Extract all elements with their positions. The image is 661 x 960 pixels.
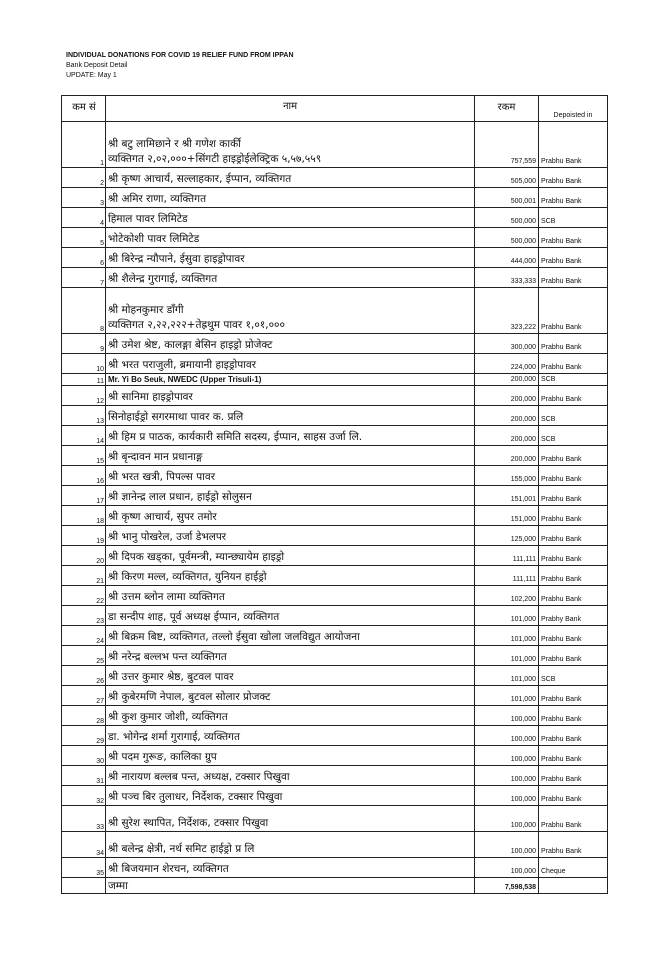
row-bank: Prabhu Bank (539, 354, 608, 374)
row-sn: 2 (62, 168, 106, 188)
row-amount: 500,000 (475, 208, 539, 228)
table-row (62, 766, 608, 786)
row-name-line: श्री मोहनकुमार डाँगी (108, 304, 184, 316)
row-bank: Prabhy Bank (539, 606, 608, 626)
total-row (62, 878, 608, 894)
row-amount: 100,000 (475, 858, 539, 878)
row-name-line: श्री अमिर राणा, व्यक्तिगत (108, 193, 207, 205)
row-name-line: श्री कृष्ण आचार्य, सल्लाहकार, ईप्पान, व्यक्तिगत (108, 173, 292, 185)
row-sn: 23 (62, 606, 106, 626)
row-name (106, 766, 475, 786)
row-sn: 7 (62, 268, 106, 288)
row-sn: 24 (62, 626, 106, 646)
row-name-line: श्री भरत पराजुली, ब्रमायानी हाइड्रोपावर (108, 359, 257, 371)
row-name-line: श्री बटु लामिछाने र श्री गणेश कार्की (108, 138, 241, 150)
row-amount: 757,559 (475, 122, 539, 168)
row-name-line: Mr. Yi Bo Seuk, NWEDC (Upper Trisuli-1) (108, 375, 262, 384)
row-name-line: श्री ज्ञानेन्द्र लाल प्रधान, हाईड्रो सोलुसन (108, 491, 252, 503)
table-row (62, 426, 608, 446)
row-sn: 6 (62, 248, 106, 268)
table-row (62, 626, 608, 646)
table-row (62, 188, 608, 208)
row-bank: Prabhu Bank (539, 626, 608, 646)
row-name-line: श्री बिरेन्द्र न्यौपाने, ईसुवा हाइड्रोपावर (108, 253, 245, 265)
row-name (106, 248, 475, 268)
document-title: INDIVIDUAL DONATIONS FOR COVID 19 RELIEF FUND FROM IPPAN (66, 52, 294, 59)
table-row (62, 466, 608, 486)
table-row (62, 706, 608, 726)
row-bank: Prabhu Bank (539, 686, 608, 706)
row-bank: Prabhu Bank (539, 706, 608, 726)
row-sn: 32 (62, 786, 106, 806)
row-sn: 18 (62, 506, 106, 526)
row-amount: 100,000 (475, 786, 539, 806)
row-name (106, 288, 475, 334)
row-bank: Prabhu Bank (539, 766, 608, 786)
row-name-line: श्री सुरेश स्थापित, निर्देशक, टक्सार पिखुवा (108, 817, 269, 829)
row-bank: Prabhu Bank (539, 228, 608, 248)
row-amount: 200,000 (475, 446, 539, 466)
row-bank: Prabhu Bank (539, 646, 608, 666)
row-sn: 12 (62, 386, 106, 406)
table-header-row (62, 96, 608, 122)
row-bank: SCB (539, 406, 608, 426)
row-sn: 21 (62, 566, 106, 586)
column-header-sn: कम सं (62, 96, 106, 122)
row-sn: 4 (62, 208, 106, 228)
table-row (62, 486, 608, 506)
row-sn: 34 (62, 832, 106, 858)
row-name (106, 706, 475, 726)
row-amount: 300,000 (475, 334, 539, 354)
row-name (106, 526, 475, 546)
row-name (106, 646, 475, 666)
row-bank: SCB (539, 426, 608, 446)
row-sn: 22 (62, 586, 106, 606)
update-date: UPDATE: May 1 (66, 72, 117, 79)
row-bank: Prabhu Bank (539, 746, 608, 766)
table-row (62, 546, 608, 566)
table-row (62, 646, 608, 666)
row-bank: Prabhu Bank (539, 188, 608, 208)
row-sn: 28 (62, 706, 106, 726)
table-row (62, 374, 608, 386)
row-amount: 505,000 (475, 168, 539, 188)
row-amount: 151,001 (475, 486, 539, 506)
row-bank: Prabhu Bank (539, 122, 608, 168)
row-name-line: व्यक्तिगत २,०२,०००+सिंगटी हाइड्रोईलेक्ट्रिक ५,५७,५५९ (108, 153, 322, 165)
row-name-line: डा. भोगेन्द्र शर्मा गुरागाई, व्यक्तिगत (108, 731, 240, 743)
row-name (106, 426, 475, 446)
row-bank: Prabhu Bank (539, 566, 608, 586)
row-name (106, 486, 475, 506)
row-amount: 102,200 (475, 586, 539, 606)
row-name-line: श्री किरण मल्ल, व्यक्तिगत, युनियन हाईड्रो (108, 571, 267, 583)
row-name-line: श्री दिपक खड्का, पूर्वमन्त्री, म्यान्छ्यायेम हाइड्रो (108, 551, 285, 563)
row-sn: 26 (62, 666, 106, 686)
table-row (62, 288, 608, 334)
row-amount: 200,000 (475, 406, 539, 426)
column-header-bank: Depoisted in (539, 96, 608, 122)
row-sn: 17 (62, 486, 106, 506)
row-name-line: श्री उत्तर कुमार श्रेष्ठ, बुटवल पावर (108, 671, 234, 683)
row-name (106, 626, 475, 646)
table-row (62, 746, 608, 766)
total-bank-cell (539, 878, 608, 894)
row-bank: Prabhu Bank (539, 832, 608, 858)
row-amount: 500,001 (475, 188, 539, 208)
row-amount: 333,333 (475, 268, 539, 288)
table-row (62, 406, 608, 426)
row-sn: 19 (62, 526, 106, 546)
row-bank: Prabhu Bank (539, 168, 608, 188)
row-amount: 111,111 (475, 566, 539, 586)
row-sn: 3 (62, 188, 106, 208)
table-row (62, 726, 608, 746)
table-row (62, 506, 608, 526)
row-name-line: श्री नरेन्द्र बल्लभ पन्त व्यक्तिगत (108, 651, 227, 663)
row-name (106, 786, 475, 806)
row-sn: 35 (62, 858, 106, 878)
table-body (62, 122, 608, 878)
row-sn: 20 (62, 546, 106, 566)
table-row (62, 566, 608, 586)
row-sn: 27 (62, 686, 106, 706)
row-sn: 16 (62, 466, 106, 486)
total-amount: 7,598,538 (475, 878, 539, 894)
row-bank: Prabhu Bank (539, 546, 608, 566)
row-amount: 200,000 (475, 426, 539, 446)
row-sn: 1 (62, 122, 106, 168)
row-name-line: डा सन्दीप शाह, पूर्व अध्यक्ष ईप्पान, व्यक्तिगत (108, 611, 280, 623)
row-sn: 9 (62, 334, 106, 354)
row-sn: 10 (62, 354, 106, 374)
row-bank: Prabhu Bank (539, 268, 608, 288)
row-sn: 5 (62, 228, 106, 248)
row-name (106, 686, 475, 706)
row-name (106, 606, 475, 626)
row-name-line: श्री शैलेन्द्र गुरागाई, व्यक्तिगत (108, 273, 218, 285)
row-amount: 125,000 (475, 526, 539, 546)
row-amount: 111,111 (475, 546, 539, 566)
row-sn: 15 (62, 446, 106, 466)
row-name (106, 546, 475, 566)
row-name-line: श्री पदम गुरूङ, कालिका ग्रुप (108, 751, 217, 763)
row-name (106, 406, 475, 426)
row-name-line: श्री भानु पोखरेल, उर्जा डेभलपर (108, 531, 227, 543)
row-sn: 29 (62, 726, 106, 746)
row-amount: 101,000 (475, 626, 539, 646)
row-bank: Prabhu Bank (539, 726, 608, 746)
table-row (62, 386, 608, 406)
row-name (106, 858, 475, 878)
row-amount: 323,222 (475, 288, 539, 334)
row-bank: SCB (539, 208, 608, 228)
row-sn: 8 (62, 288, 106, 334)
row-name (106, 354, 475, 374)
row-name (106, 586, 475, 606)
column-header-amount: रकम (475, 96, 539, 122)
row-name-line: श्री बिजयमान शेरचन, व्यक्तिगत (108, 863, 229, 875)
row-bank: SCB (539, 374, 608, 386)
row-bank: Prabhu Bank (539, 334, 608, 354)
table-row (62, 208, 608, 228)
row-sn: 31 (62, 766, 106, 786)
row-bank: Prabhu Bank (539, 586, 608, 606)
table-row (62, 354, 608, 374)
row-name (106, 188, 475, 208)
row-name-line: श्री सानिमा हाइड्रोपावर (108, 391, 193, 403)
row-bank: Cheque (539, 858, 608, 878)
row-name (106, 832, 475, 858)
row-amount: 100,000 (475, 766, 539, 786)
row-amount: 100,000 (475, 726, 539, 746)
donations-table (61, 95, 608, 894)
row-bank: Prabhu Bank (539, 786, 608, 806)
row-bank: SCB (539, 666, 608, 686)
row-bank: Prabhu Bank (539, 446, 608, 466)
row-bank: Prabhu Bank (539, 506, 608, 526)
column-header-name: नाम (106, 96, 475, 122)
row-amount: 500,000 (475, 228, 539, 248)
row-bank: Prabhu Bank (539, 526, 608, 546)
row-amount: 100,000 (475, 832, 539, 858)
row-name (106, 746, 475, 766)
row-name (106, 268, 475, 288)
table-row (62, 526, 608, 546)
row-name (106, 122, 475, 168)
row-sn: 25 (62, 646, 106, 666)
table-row (62, 666, 608, 686)
row-amount: 200,000 (475, 386, 539, 406)
row-amount: 200,000 (475, 374, 539, 386)
row-bank: Prabhu Bank (539, 486, 608, 506)
row-amount: 151,000 (475, 506, 539, 526)
row-name (106, 334, 475, 354)
row-name-line: श्री हिम प्र पाठक, कार्यकारी समिति सदस्य, ईप्पान, साहस उर्जा लि. (108, 431, 363, 443)
row-name-line: श्री कृष्ण आचार्य, सुपर तमोर (108, 511, 217, 523)
row-amount: 100,000 (475, 806, 539, 832)
document-subtitle: Bank Deposit Detail (66, 62, 128, 69)
row-amount: 101,000 (475, 666, 539, 686)
row-bank: Prabhu Bank (539, 288, 608, 334)
row-sn: 30 (62, 746, 106, 766)
table-row (62, 228, 608, 248)
row-amount: 101,000 (475, 686, 539, 706)
row-name-line: व्यक्तिगत २,२२,२२२+तेह्रथुम पावर १,०१,००० (108, 319, 285, 331)
row-name-line: श्री बलेन्द्र क्षेत्री, नर्थ समिट हाईड्रो प्र लि (108, 843, 255, 855)
table-row (62, 586, 608, 606)
table-row (62, 122, 608, 168)
row-name-line: श्री उमेश श्रेष्ट, कालङ्गा बेसिन हाइड्रो प्रोजेक्ट (108, 339, 273, 351)
row-name-line: श्री कुबेरमणि नेपाल, बुटवल सोलार प्रोजक्ट (108, 691, 271, 703)
row-name (106, 666, 475, 686)
row-name-line: श्री बृन्दावन मान प्रधानाङ्ग (108, 451, 203, 463)
row-amount: 444,000 (475, 248, 539, 268)
row-amount: 100,000 (475, 746, 539, 766)
row-name-line: सिनोहाईड्रो सगरमाथा पावर क. प्रलि (108, 411, 244, 423)
row-amount: 101,000 (475, 646, 539, 666)
row-name-line: श्री भरत खत्री, पिपल्स पावर (108, 471, 216, 483)
row-amount: 101,000 (475, 606, 539, 626)
table-row (62, 832, 608, 858)
row-name (106, 466, 475, 486)
row-name-line: श्री उत्तम ब्लोन लामा व्यक्तिगत (108, 591, 225, 603)
table-row (62, 334, 608, 354)
row-name-line: भोटेकोशी पावर लिमिटेड (108, 233, 200, 245)
table-row (62, 806, 608, 832)
row-sn: 13 (62, 406, 106, 426)
row-bank: Prabhu Bank (539, 806, 608, 832)
table-row (62, 446, 608, 466)
row-name-line: श्री पञ्च बिर तुलाधर, निर्देशक, टक्सार पिखुवा (108, 791, 283, 803)
table-row (62, 268, 608, 288)
row-amount: 224,000 (475, 354, 539, 374)
table-row (62, 858, 608, 878)
row-name (106, 806, 475, 832)
row-name-line: श्री नारायण बल्लब पन्त, अध्यक्ष, टक्सार पिखुवा (108, 771, 290, 783)
row-name (106, 228, 475, 248)
row-bank: Prabhu Bank (539, 386, 608, 406)
row-bank: Prabhu Bank (539, 466, 608, 486)
row-name (106, 208, 475, 228)
row-name-line: हिमाल पावर लिमिटेड (108, 213, 188, 225)
row-name (106, 506, 475, 526)
row-sn: 14 (62, 426, 106, 446)
row-sn: 11 (62, 374, 106, 386)
row-name (106, 566, 475, 586)
row-name (106, 446, 475, 466)
table-row (62, 248, 608, 268)
row-name (106, 726, 475, 746)
total-label: जम्मा (106, 878, 475, 894)
table-row (62, 168, 608, 188)
table-row (62, 686, 608, 706)
row-name-line: श्री कुश कुमार जोशी, व्यक्तिगत (108, 711, 228, 723)
row-sn: 33 (62, 806, 106, 832)
table-row (62, 606, 608, 626)
row-amount: 100,000 (475, 706, 539, 726)
row-amount: 155,000 (475, 466, 539, 486)
row-bank: Prabhu Bank (539, 248, 608, 268)
row-name (106, 386, 475, 406)
row-name-line: श्री बिक्रम बिष्ट, व्यक्तिगत, तल्लो ईसुवा खोला जलविद्युत आयोजना (108, 631, 360, 643)
table-row (62, 786, 608, 806)
row-name (106, 168, 475, 188)
total-sn-cell (62, 878, 106, 894)
row-name (106, 374, 475, 386)
